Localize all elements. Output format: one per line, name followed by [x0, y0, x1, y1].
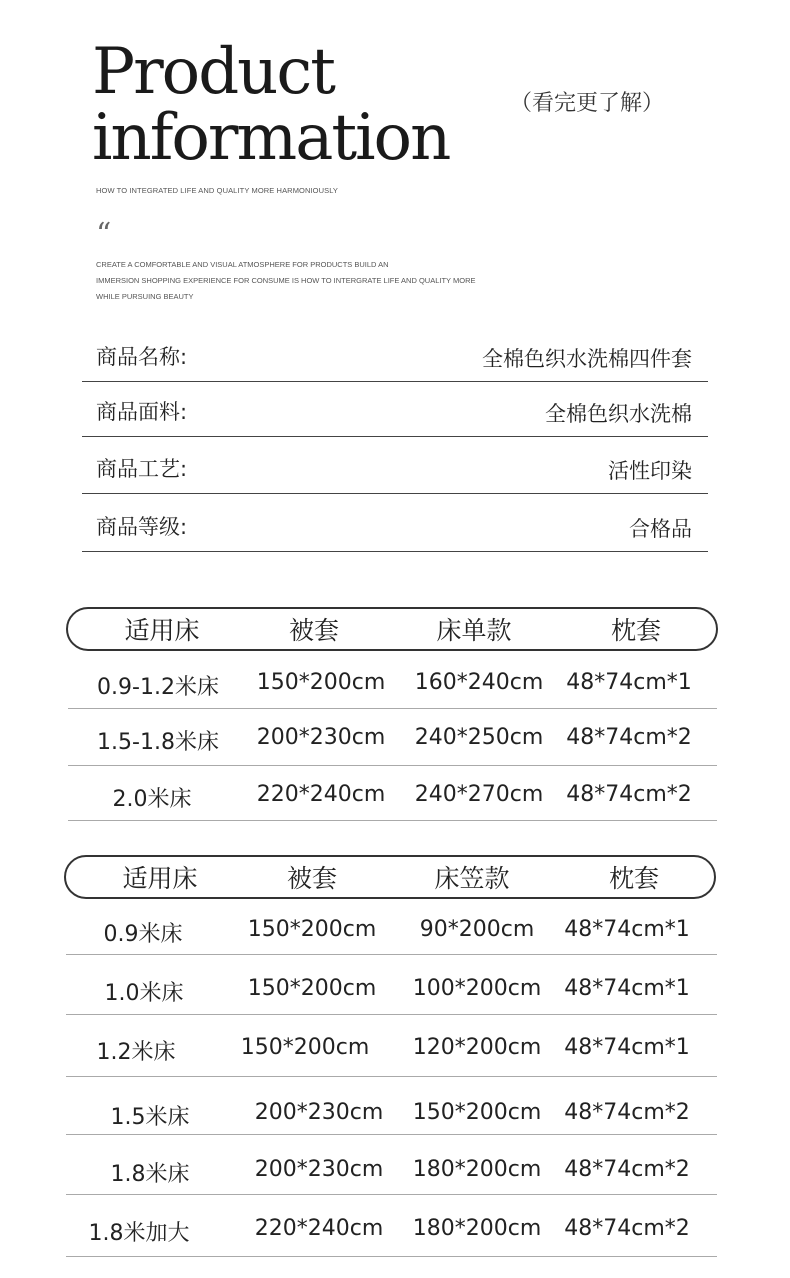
- table-cell: 48*74cm*2: [564, 1216, 690, 1241]
- table-row: [66, 1134, 717, 1195]
- table-cell: 48*74cm*2: [564, 1100, 690, 1125]
- info-value: 合格品: [629, 517, 692, 541]
- table-cell: 150*200cm: [412, 1100, 542, 1125]
- table-cell: 1.0米床: [104, 981, 184, 1006]
- table-header-cell: 床笠款: [434, 864, 510, 893]
- read-more-hint: （看完更了解）: [510, 91, 665, 116]
- table-cell: 120*200cm: [412, 1035, 542, 1060]
- info-label: 商品等级:: [96, 515, 188, 539]
- description-line-2: IMMERSION SHOPPING EXPERIENCE FOR CONSUME IS HOW TO INTERGRATE LIFE AND QUALITY MORE: [96, 276, 476, 285]
- table-cell: 240*250cm: [414, 725, 544, 750]
- table-row: [66, 1014, 717, 1077]
- table-row: [68, 765, 717, 821]
- table-cell: 48*74cm*2: [564, 1157, 690, 1182]
- table-cell: 1.8米床: [110, 1162, 190, 1187]
- table-cell: 48*74cm*1: [564, 976, 690, 1001]
- table-cell: 150*200cm: [247, 917, 377, 942]
- table-cell: 180*200cm: [412, 1157, 542, 1182]
- table-header-cell: 枕套: [608, 864, 660, 893]
- table-cell: 160*240cm: [414, 670, 544, 695]
- table-cell: 90*200cm: [419, 917, 535, 942]
- description-line-3: WHILE PURSUING BEAUTY: [96, 292, 194, 301]
- table-header-cell: 枕套: [610, 616, 662, 645]
- table-header-cell: 适用床: [124, 616, 200, 645]
- table-cell: 150*200cm: [247, 976, 377, 1001]
- table-cell: 48*74cm*2: [566, 782, 692, 807]
- info-label: 商品工艺:: [96, 457, 188, 481]
- table-row: [66, 1194, 717, 1257]
- quote-mark-icon: “: [96, 217, 112, 252]
- info-row-grade: [82, 511, 708, 552]
- table-cell: 200*230cm: [254, 1157, 384, 1182]
- tagline: HOW TO INTEGRATED LIFE AND QUALITY MORE HARMONIOUSLY: [96, 186, 339, 195]
- table-cell: 150*200cm: [256, 670, 386, 695]
- table-cell: 200*230cm: [256, 725, 386, 750]
- title-information: information: [92, 101, 450, 175]
- title-product: Product: [92, 35, 334, 109]
- table-cell: 1.5米床: [110, 1105, 190, 1130]
- table-header-cell: 被套: [288, 616, 340, 645]
- table-cell: 48*74cm*1: [566, 670, 692, 695]
- table-cell: 48*74cm*1: [564, 917, 690, 942]
- table-cell: 240*270cm: [414, 782, 544, 807]
- table-cell: 0.9-1.2米床: [97, 675, 219, 700]
- info-row-fabric: [82, 396, 708, 437]
- table-cell: 2.0米床: [112, 787, 192, 812]
- table-row: [68, 656, 717, 709]
- table-header: [66, 607, 718, 651]
- table-cell: 220*240cm: [254, 1216, 384, 1241]
- table-header: [64, 855, 716, 899]
- info-label: 商品面料:: [96, 400, 188, 424]
- table-cell: 0.9米床: [103, 922, 183, 947]
- table-header-cell: 适用床: [122, 864, 198, 893]
- table-cell: 200*230cm: [254, 1100, 384, 1125]
- description: [96, 257, 476, 305]
- table-cell: 1.2米床: [96, 1040, 176, 1065]
- table-row: [66, 954, 717, 1015]
- table-header-cell: 被套: [286, 864, 338, 893]
- table-header-cell: 床单款: [436, 616, 512, 645]
- table-cell: 1.5-1.8米床: [97, 730, 219, 755]
- table-cell: 220*240cm: [256, 782, 386, 807]
- table-cell: 48*74cm*1: [564, 1035, 690, 1060]
- table-row: [66, 1076, 717, 1135]
- table-cell: 100*200cm: [412, 976, 542, 1001]
- table-cell: 1.8米加大: [88, 1221, 190, 1246]
- info-value: 活性印染: [608, 459, 692, 483]
- info-value: 全棉色织水洗棉: [545, 402, 692, 426]
- table-cell: 150*200cm: [240, 1035, 370, 1060]
- info-label: 商品名称:: [96, 345, 188, 369]
- table-cell: 180*200cm: [412, 1216, 542, 1241]
- table-row: [68, 708, 717, 766]
- table-cell: 48*74cm*2: [566, 725, 692, 750]
- info-row-craft: [82, 453, 708, 494]
- info-row-name: [82, 341, 708, 382]
- description-line-1: CREATE A COMFORTABLE AND VISUAL ATMOSPHERE FOR PRODUCTS BUILD AN: [96, 260, 389, 269]
- table-row: [66, 903, 717, 955]
- info-value: 全棉色织水洗棉四件套: [482, 347, 692, 371]
